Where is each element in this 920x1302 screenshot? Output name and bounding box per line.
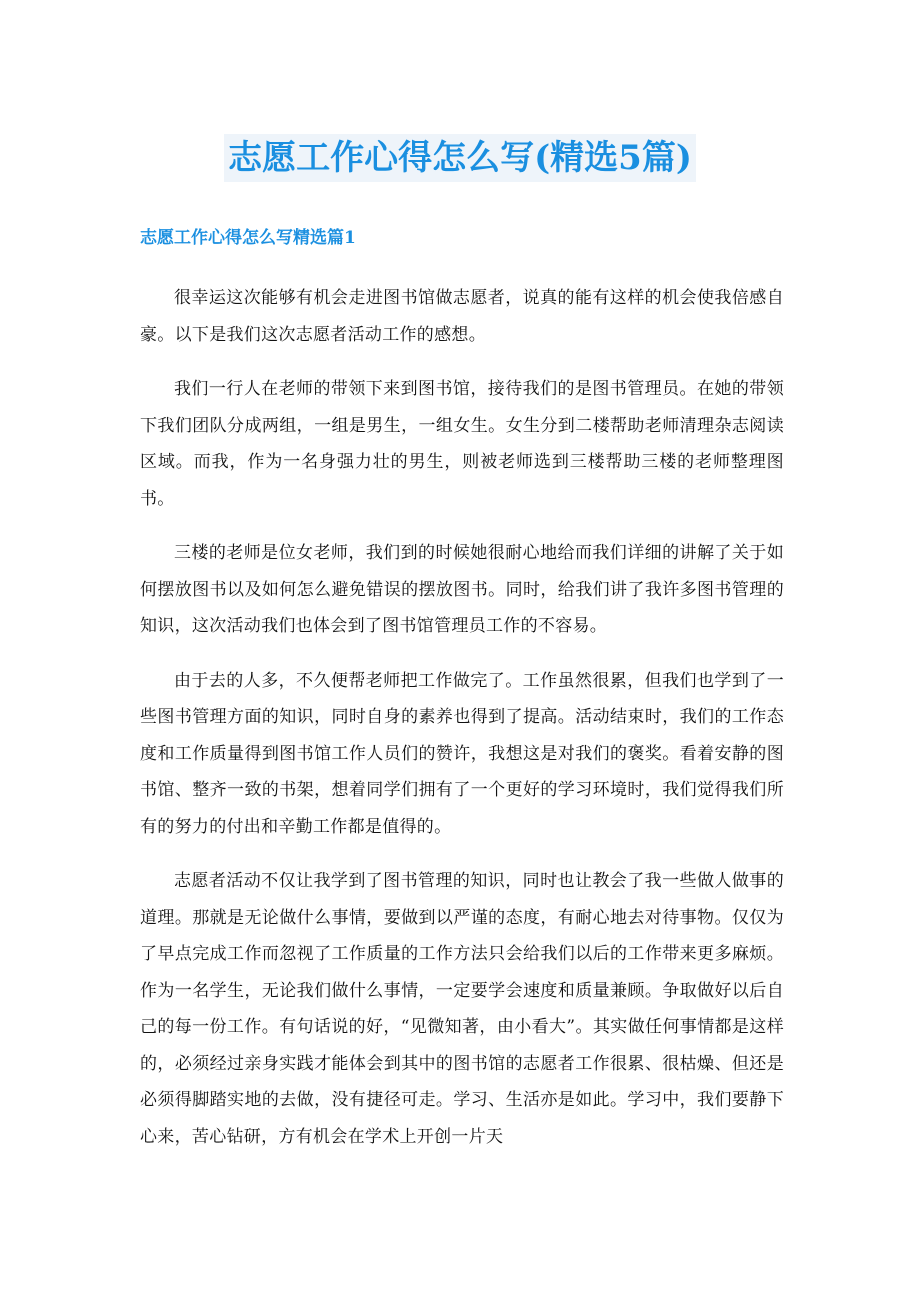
article-body [140,280,784,1173]
paragraph: 由于去的人多，不久便帮老师把工作做完了。工作虽然很累，但我们也学到了一些图书管理方面的知识，同时自身的素养也得到了提高。活动结束时，我们的工作态度和工作质量得到图书馆工作人员们的赞许，我想这是对我们的褒奖。看着安静的图书馆、整齐一致的书架，想着同学们拥有了一个更好的学习环境时，我们觉得我们所有的努力的付出和辛勤工作都是值得的。 [140,670,784,837]
paragraph: 很幸运这次能够有机会走进图书馆做志愿者，说真的能有这样的机会使我倍感自豪。以下是我们这次志愿者活动工作的感想。 [140,288,784,345]
title-container [0,134,920,182]
document-title: 志愿工作心得怎么写(精选5篇) [224,134,696,182]
paragraph: 三楼的老师是位女老师，我们到的时候她很耐心地给而我们详细的讲解了关于如何摆放图书以及如何怎么避免错误的摆放图书。同时，给我们讲了我许多图书管理的知识，这次活动我们也体会到了图书馆管理员工作的不容易。 [140,543,784,636]
paragraph: 志愿者活动不仅让我学到了图书管理的知识，同时也让教会了我一些做人做事的道理。那就是无论做什么事情，要做到以严谨的态度，有耐心地去对待事物。仅仅为了早点完成工作而忽视了工作质量的工作方法只会给我们以后的工作带来更多麻烦。作为一名学生，无论我们做什么事情，一定要学会速度和质量兼顾。争取做好以后自己的每一份工作。有句话说的好，“见微知著，由小看大”。其实做任何事情都是这样的，必须经过亲身实践才能体会到其中的图书馆的志愿者工作很累、很枯燥、但还是必须得脚踏实地的去做，没有捷径可走。学习、生活亦是如此。学习中，我们要静下心来，苦心钻研，方有机会在学术上开创一片天 [140,871,784,1147]
section-heading: 志愿工作心得怎么写精选篇1 [140,228,356,248]
paragraph: 我们一行人在老师的带领下来到图书馆，接待我们的是图书管理员。在她的带领下我们团队分成两组，一组是男生，一组女生。女生分到二楼帮助老师清理杂志阅读区域。而我，作为一名身强力壮的男生，则被老师选到三楼帮助三楼的老师整理图书。 [140,379,784,509]
